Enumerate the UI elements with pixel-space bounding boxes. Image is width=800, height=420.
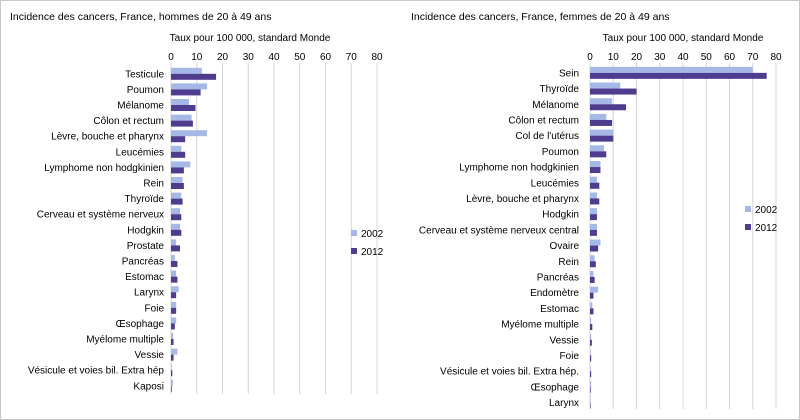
women-bar-larynx-2002 — [590, 397, 591, 403]
men-tick-label: 40 — [268, 52, 280, 63]
men-category-label: Lymphome non hodgkinien — [44, 162, 164, 174]
women-category-label: Vessie — [549, 335, 579, 347]
women-tick-label: 70 — [747, 52, 759, 63]
men-bar-pancreas-2002 — [171, 255, 175, 261]
men-bar-vessie-2002 — [171, 349, 177, 355]
women-bar-melanome-2012 — [590, 104, 626, 110]
women-bar-ovaire-2012 — [590, 246, 598, 252]
men-category-label: Rein — [143, 178, 164, 190]
women-category-label: Lymphome non hodgkinien — [459, 162, 579, 174]
men-bar-kaposi-2012 — [171, 386, 172, 392]
men-bar-cerveau-et-systeme-nerveux-2012 — [171, 214, 181, 220]
women-bar-myelome-multiple-2002 — [590, 318, 591, 324]
women-bar-oesophage-2012 — [590, 387, 591, 393]
men-bar-prostate-2002 — [171, 239, 176, 245]
women-bar-poumon-2002 — [590, 145, 604, 151]
men-axis-title: Taux pour 100 000, standard Monde — [169, 33, 331, 44]
women-legend-swatch-2012 — [745, 224, 751, 230]
women-chart-title: Incidence des cancers, France, femmes de 20 à 49 ans — [411, 11, 670, 23]
women-tick-label: 30 — [654, 52, 666, 63]
men-category-label: Estomac — [125, 272, 164, 284]
women-bar-rein-2002 — [590, 255, 595, 261]
men-tick-label: 70 — [345, 52, 357, 63]
women-bar-myelome-multiple-2012 — [590, 324, 592, 330]
women-bar-lymphome-non-hodgkinien-2002 — [590, 161, 600, 167]
men-category-label: Lèvre, bouche et pharynx — [51, 131, 164, 143]
women-category-label: Côlon et rectum — [508, 115, 579, 127]
women-bar-vesicule-et-voies-bil-extra-hep-2002 — [590, 365, 591, 371]
women-bar-ovaire-2002 — [590, 240, 600, 246]
women-bar-thyroide-2002 — [590, 83, 620, 89]
women-category-label: Ovaire — [549, 241, 579, 253]
women-bar-pancreas-2012 — [590, 277, 595, 283]
men-category-label: Thyroïde — [124, 194, 164, 206]
women-category-label: Leucémies — [530, 178, 579, 190]
women-bar-larynx-2012 — [590, 403, 591, 409]
men-bar-melanome-2002 — [171, 99, 189, 105]
men-bar-prostate-2012 — [171, 245, 180, 251]
women-bar-estomac-2012 — [590, 308, 593, 314]
men-tick-label: 50 — [294, 52, 306, 63]
women-tick-label: 50 — [700, 52, 712, 63]
women-tick-label: 0 — [587, 52, 593, 63]
men-bar-foie-2012 — [171, 308, 176, 314]
men-category-label: Testicule — [125, 69, 164, 81]
women-category-label: Hodgkin — [542, 209, 579, 221]
women-bar-sein-2012 — [590, 73, 767, 79]
men-bar-oesophage-2002 — [171, 317, 176, 323]
men-tick-label: 10 — [191, 52, 203, 63]
women-bar-rein-2012 — [590, 261, 596, 267]
men-category-label: Cerveau et système nerveux — [36, 209, 164, 221]
men-bar-melanome-2012 — [171, 105, 195, 111]
women-category-label: Myélome multiple — [501, 319, 579, 331]
women-category-label: Foie — [559, 350, 579, 362]
men-bar-poumon-2012 — [171, 89, 201, 95]
women-category-label: Sein — [558, 68, 579, 80]
women-category-label: Larynx — [548, 398, 579, 410]
women-legend-label-2002: 2002 — [755, 205, 778, 216]
women-category-label: Pancréas — [536, 272, 579, 284]
women-bar-leucemies-2002 — [590, 177, 597, 183]
women-bar-col-de-l-uterus-2002 — [590, 130, 613, 136]
men-tick-label: 60 — [319, 52, 332, 63]
men-legend-swatch-2002 — [351, 230, 357, 236]
men-tick-label: 30 — [242, 52, 254, 63]
women-bar-endometre-2002 — [590, 287, 598, 293]
women-bar-colon-et-rectum-2002 — [590, 114, 606, 120]
women-bar-oesophage-2002 — [590, 381, 591, 387]
men-category-label: Œsophage — [115, 318, 164, 330]
men-bar-hodgkin-2012 — [171, 230, 181, 236]
men-bar-larynx-2002 — [171, 286, 179, 292]
men-bar-poumon-2002 — [171, 83, 207, 89]
women-bar-pancreas-2002 — [590, 271, 593, 277]
men-legend-label-2012: 2012 — [361, 247, 384, 258]
men-category-label: Prostate — [126, 240, 164, 252]
women-category-label: Œsophage — [530, 382, 579, 394]
women-bar-levre-bouche-et-pharynx-2012 — [590, 198, 599, 204]
men-bar-larynx-2012 — [171, 292, 176, 298]
men-bar-vesicule-et-voies-bil-extra-hep-2002 — [171, 364, 172, 370]
women-tick-label: 60 — [723, 52, 736, 63]
women-bar-endometre-2012 — [590, 293, 593, 299]
men-bar-vessie-2012 — [171, 355, 174, 361]
women-tick-label: 10 — [607, 52, 619, 63]
men-bar-testicule-2012 — [171, 74, 216, 80]
women-category-label: Mélanome — [532, 99, 579, 111]
men-bar-colon-et-rectum-2012 — [171, 121, 193, 127]
women-tick-label: 20 — [630, 52, 643, 63]
men-category-label: Vésicule et voies bil. Extra hép — [27, 365, 164, 377]
men-category-label: Poumon — [126, 84, 164, 96]
men-bar-leucemies-2012 — [171, 152, 185, 158]
men-bar-thyroide-2012 — [171, 199, 183, 205]
men-category-label: Hodgkin — [127, 225, 164, 237]
men-bar-hodgkin-2002 — [171, 224, 180, 230]
men-category-label: Pancréas — [121, 256, 164, 268]
women-axis-title: Taux pour 100 000, standard Monde — [602, 33, 764, 44]
men-bar-lymphome-non-hodgkinien-2002 — [171, 161, 190, 167]
women-category-label: Vésicule et voies bil. Extra hép. — [440, 366, 579, 378]
men-bar-cerveau-et-systeme-nerveux-2002 — [171, 208, 180, 214]
men-category-label: Myélome multiple — [86, 334, 164, 346]
men-bar-pancreas-2012 — [171, 261, 177, 267]
women-bar-estomac-2002 — [590, 302, 592, 308]
women-bar-leucemies-2012 — [590, 183, 599, 189]
women-category-label: Cerveau et système nerveux central — [418, 225, 579, 237]
men-category-label: Kaposi — [133, 381, 164, 393]
men-bar-estomac-2012 — [171, 277, 177, 283]
women-bar-hodgkin-2012 — [590, 214, 597, 220]
men-legend-label-2002: 2002 — [361, 229, 384, 240]
women-bar-vessie-2012 — [590, 340, 592, 346]
women-category-label: Estomac — [540, 303, 579, 315]
women-legend-label-2012: 2012 — [755, 223, 778, 234]
men-bar-myelome-multiple-2012 — [171, 339, 174, 345]
men-category-label: Larynx — [133, 287, 164, 299]
men-tick-label: 20 — [216, 52, 229, 63]
men-bar-oesophage-2012 — [171, 323, 175, 329]
women-category-label: Endomètre — [530, 288, 579, 300]
men-category-label: Vessie — [134, 350, 164, 362]
men-bar-levre-bouche-et-pharynx-2002 — [171, 130, 207, 136]
men-bar-testicule-2002 — [171, 68, 202, 74]
women-legend-swatch-2002 — [745, 206, 751, 212]
women-bar-foie-2012 — [590, 355, 591, 361]
men-bar-kaposi-2002 — [171, 380, 173, 386]
women-bar-colon-et-rectum-2012 — [590, 120, 612, 126]
women-bar-lymphome-non-hodgkinien-2012 — [590, 167, 600, 173]
women-bar-hodgkin-2002 — [590, 208, 597, 214]
men-bar-rein-2012 — [171, 183, 184, 189]
women-category-label: Col de l'utérus — [515, 131, 579, 143]
women-bar-vessie-2002 — [590, 334, 591, 340]
men-bar-rein-2002 — [171, 177, 183, 183]
men-tick-label: 0 — [168, 52, 174, 63]
men-bar-colon-et-rectum-2002 — [171, 115, 192, 121]
men-chart-title: Incidence des cancers, France, hommes de 20 à 49 ans — [10, 11, 272, 23]
women-bar-poumon-2012 — [590, 151, 606, 157]
women-bar-levre-bouche-et-pharynx-2002 — [590, 192, 597, 198]
men-bar-thyroide-2002 — [171, 193, 181, 199]
women-tick-label: 40 — [677, 52, 689, 63]
men-bar-myelome-multiple-2002 — [171, 333, 173, 339]
women-category-label: Lèvre, bouche et pharynx — [466, 193, 579, 205]
men-bar-levre-bouche-et-pharynx-2012 — [171, 136, 185, 142]
men-bar-vesicule-et-voies-bil-extra-hep-2012 — [171, 370, 172, 376]
women-bar-melanome-2002 — [590, 98, 612, 104]
men-bar-lymphome-non-hodgkinien-2012 — [171, 167, 184, 173]
women-category-label: Thyroïde — [539, 84, 579, 96]
women-bar-vesicule-et-voies-bil-extra-hep-2012 — [590, 371, 591, 377]
men-tick-label: 80 — [371, 52, 383, 63]
women-bar-cerveau-et-systeme-nerveux-central-2002 — [590, 224, 597, 230]
men-bar-estomac-2002 — [171, 271, 176, 277]
women-category-label: Poumon — [541, 146, 579, 158]
men-category-label: Foie — [144, 303, 164, 315]
women-tick-label: 80 — [770, 52, 782, 63]
men-category-label: Mélanome — [117, 100, 164, 112]
women-bar-sein-2002 — [590, 67, 753, 73]
women-bar-thyroide-2012 — [590, 89, 637, 95]
women-bar-col-de-l-uterus-2012 — [590, 136, 613, 142]
men-bar-leucemies-2002 — [171, 146, 181, 152]
men-bar-foie-2002 — [171, 302, 176, 308]
women-bar-foie-2002 — [590, 349, 591, 355]
men-category-label: Côlon et rectum — [93, 116, 164, 128]
women-bar-cerveau-et-systeme-nerveux-central-2012 — [590, 230, 597, 236]
men-category-label: Leucémies — [115, 147, 164, 159]
men-legend-swatch-2012 — [351, 248, 357, 254]
women-category-label: Rein — [558, 256, 579, 268]
